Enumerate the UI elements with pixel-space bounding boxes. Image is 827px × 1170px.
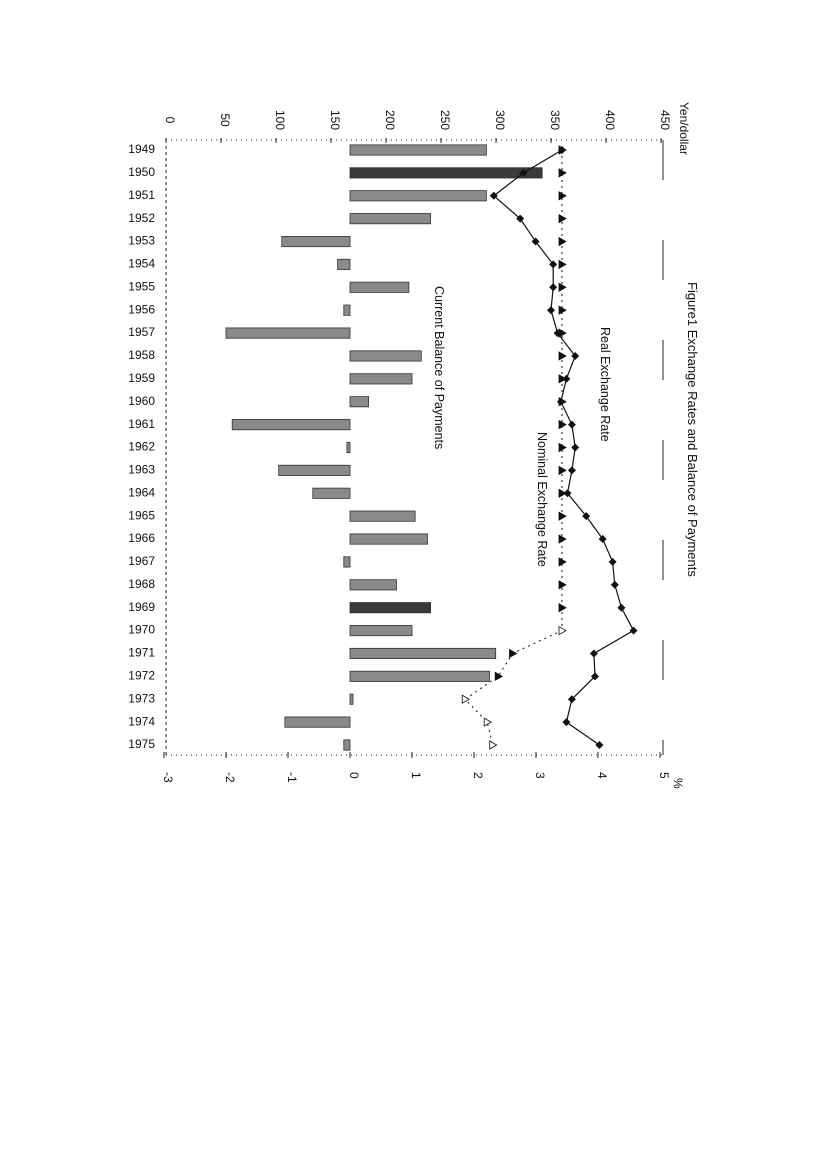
balance-bar: [285, 717, 350, 727]
year-labels: [128, 142, 155, 751]
year-label: 1950: [128, 165, 155, 180]
year-label: 1969: [128, 599, 155, 614]
real-rate-point: [568, 466, 576, 474]
nominal-exchange-rate-label: Nominal Exchange Rate: [535, 432, 549, 567]
pct-tick-label: 0: [347, 772, 361, 779]
chart-title: Figure1 Exchange Rates and Balance of Payments: [685, 282, 700, 577]
balance-bar: [344, 305, 350, 315]
balance-bar: [338, 259, 350, 269]
nominal-rate-point: [559, 627, 566, 635]
real-rate-point: [630, 627, 638, 635]
real-rate-point: [609, 558, 617, 566]
pct-tick-label: 1: [409, 772, 423, 779]
year-label: 1951: [128, 187, 155, 202]
year-label: 1961: [128, 416, 155, 431]
real-exchange-rate-label: Real Exchange Rate: [598, 327, 612, 442]
real-rate-point: [595, 741, 603, 749]
real-rate-point: [562, 718, 570, 726]
current-balance-bars: [226, 145, 542, 750]
balance-bar: [350, 397, 369, 407]
yen-tick-label: 250: [438, 109, 452, 131]
yen-tick-label: 50: [218, 113, 232, 127]
nominal-rate-point: [559, 375, 566, 383]
yen-tick-label: 200: [383, 109, 397, 131]
nominal-rate-point: [490, 741, 497, 749]
yen-tick-label: 100: [273, 109, 287, 131]
year-label: 1960: [128, 393, 155, 408]
balance-bar: [313, 488, 350, 498]
balance-bar: [350, 648, 496, 658]
year-label: 1953: [128, 233, 155, 248]
nominal-rate-point: [559, 215, 566, 223]
year-label: 1949: [128, 142, 155, 157]
balance-bar: [350, 534, 428, 544]
real-rate-point: [549, 283, 557, 291]
nominal-rate-point: [559, 260, 566, 268]
year-label: 1971: [128, 645, 155, 660]
pct-tick-label: -1: [285, 772, 299, 783]
real-rate-point: [599, 535, 607, 543]
yen-axis-unit: Yen/dollar: [677, 102, 691, 155]
current-balance-label: Current Balance of Payments: [432, 286, 446, 450]
balance-bar: [350, 603, 431, 613]
nominal-rate-point: [559, 512, 566, 520]
real-rate-point: [617, 604, 625, 612]
year-label: 1959: [128, 371, 155, 386]
yen-tick-label: 0: [163, 116, 177, 124]
yen-tick-label: 150: [328, 109, 342, 131]
year-label: 1974: [128, 714, 155, 729]
balance-bar: [226, 328, 350, 338]
nominal-rate-point: [510, 649, 517, 657]
balance-bar: [350, 511, 415, 521]
yen-axis-ticks: [163, 110, 672, 143]
balance-bar: [350, 145, 486, 155]
pct-axis-unit: %: [671, 778, 685, 789]
year-label: 1955: [128, 279, 155, 294]
year-label: 1970: [128, 622, 155, 637]
year-label: 1962: [128, 439, 155, 454]
balance-bar: [350, 374, 412, 384]
year-label: 1968: [128, 576, 155, 591]
year-label: 1954: [128, 256, 155, 271]
balance-bar: [282, 236, 350, 246]
year-label: 1966: [128, 531, 155, 546]
year-label: 1964: [128, 485, 155, 500]
balance-bar: [350, 671, 490, 681]
real-rate-point: [571, 444, 579, 452]
real-rate-point: [547, 306, 555, 314]
balance-bar: [350, 191, 486, 201]
year-label: 1973: [128, 691, 155, 706]
balance-bar: [347, 442, 350, 452]
nominal-rate-point: [559, 604, 566, 612]
year-label: 1956: [128, 302, 155, 317]
real-rate-point: [611, 581, 619, 589]
balance-bar: [350, 580, 397, 590]
pct-tick-label: 4: [595, 772, 609, 779]
year-label: 1967: [128, 554, 155, 569]
nominal-rate-point: [559, 489, 566, 497]
pct-tick-label: -3: [161, 772, 175, 783]
year-label: 1965: [128, 508, 155, 523]
balance-bar: [344, 557, 350, 567]
balance-bar: [344, 740, 350, 750]
year-label: 1975: [128, 737, 155, 752]
balance-bar: [350, 282, 409, 292]
balance-bar: [350, 694, 353, 704]
balance-bar: [350, 214, 431, 224]
real-rate-point: [590, 649, 598, 657]
balance-bar: [232, 419, 350, 429]
yen-tick-label: 300: [493, 109, 507, 131]
balance-bar: [350, 351, 421, 361]
pct-axis-ticks: [161, 752, 671, 783]
yen-tick-label: 400: [603, 109, 617, 131]
balance-bar: [350, 168, 542, 178]
year-label: 1952: [128, 210, 155, 225]
yen-tick-label: 450: [658, 109, 672, 131]
year-label: 1963: [128, 462, 155, 477]
pct-tick-label: 3: [533, 772, 547, 779]
balance-bar: [350, 625, 412, 635]
nominal-rate-point: [559, 238, 566, 246]
year-label: 1957: [128, 325, 155, 340]
year-label: 1972: [128, 668, 155, 683]
plot-frame: [166, 140, 663, 755]
nominal-rate-point: [559, 283, 566, 291]
real-rate-point: [568, 421, 576, 429]
year-label: 1958: [128, 348, 155, 363]
nominal-rate-point: [559, 352, 566, 360]
yen-tick-label: 350: [548, 109, 562, 131]
pct-tick-label: 2: [471, 772, 485, 779]
balance-bar: [279, 465, 350, 475]
pct-tick-label: 5: [657, 772, 671, 779]
nominal-rate-point: [559, 466, 566, 474]
nominal-rate-point: [495, 672, 502, 680]
pct-tick-label: -2: [223, 772, 237, 783]
